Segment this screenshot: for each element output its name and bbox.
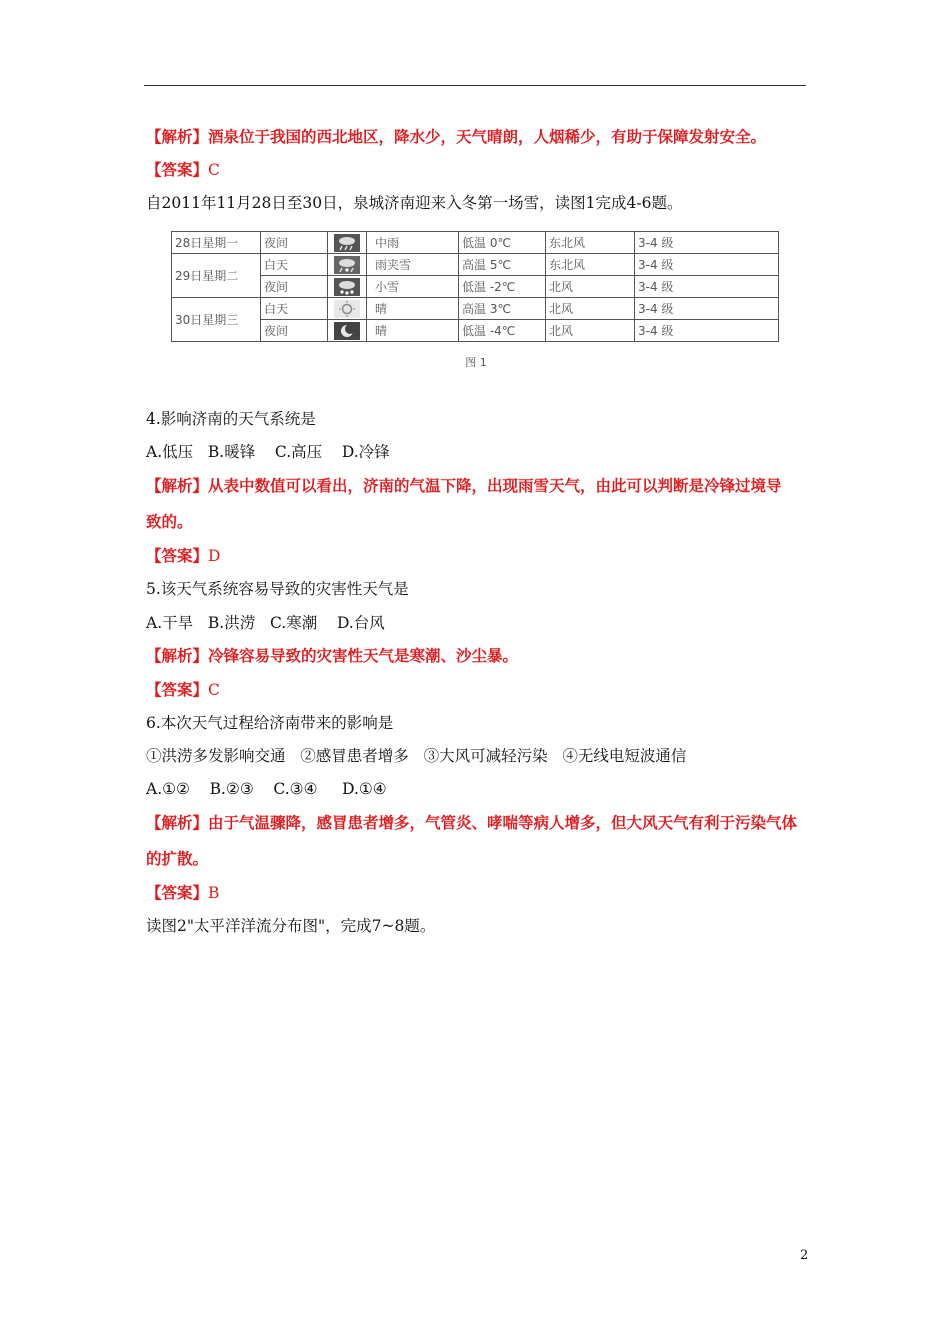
date-cell: 30日星期三 <box>172 298 261 342</box>
table-row <box>172 298 779 320</box>
period-cell: 夜间 <box>261 320 328 342</box>
answer-tag: 【答案】 <box>146 883 209 902</box>
temp-cell: 高温 5℃ <box>459 254 546 276</box>
q6-answer <box>146 883 219 903</box>
table-row <box>172 232 779 254</box>
q4-stem: 4.影响济南的天气系统是 <box>146 410 316 428</box>
temp-cell: 低温 -2℃ <box>459 276 546 298</box>
wind-cell: 东北风 <box>546 254 635 276</box>
period-cell: 夜间 <box>261 276 328 298</box>
analysis-tag: 【解析】 <box>146 476 209 495</box>
wind-cell: 北风 <box>546 320 635 342</box>
answer-tag: 【答案】 <box>146 546 209 565</box>
table-row <box>172 320 779 342</box>
icon-cell <box>328 298 367 320</box>
analysis-text: 由于气温骤降，感冒患者增多，气管炎、哮喘等病人增多，但大风天气有利于污染气体 <box>208 813 798 832</box>
wind-cell: 东北风 <box>546 232 635 254</box>
q6-options: A.①② B.②③ C.③④ D.①④ <box>146 780 387 798</box>
answer-tag: 【答案】 <box>146 680 209 699</box>
figure-1-weather-table <box>168 231 784 388</box>
icon-cell <box>328 320 367 342</box>
q6-stem: 6.本次天气过程给济南带来的影响是 <box>146 714 394 732</box>
sleet-icon <box>334 256 360 274</box>
q4-options: A.低压 B.暖锋 C.高压 D.冷锋 <box>146 443 390 461</box>
analysis-text: 从表中数值可以看出，济南的气温下降，出现雨雪天气，由此可以判断是冷锋过境导 <box>208 476 782 495</box>
page-number: 2 <box>800 1248 809 1263</box>
q5-analysis <box>146 646 518 666</box>
wind-level-cell: 3-4 级 <box>635 320 779 342</box>
analysis-text: 酒泉位于我国的西北地区，降水少，天气晴朗，人烟稀少，有助于保障发射安全。 <box>208 127 767 146</box>
snow-icon <box>334 278 360 296</box>
figure1-intro: 自2011年11月28日至30日，泉城济南迎来入冬第一场雪，读图1完成4-6题。 <box>146 194 683 212</box>
q6-analysis-cont: 的扩散。 <box>146 849 209 868</box>
analysis-tag: 【解析】 <box>146 127 209 146</box>
icon-cell <box>328 232 367 254</box>
q5-answer <box>146 680 220 700</box>
weather-cell: 晴 <box>367 320 459 342</box>
period-cell: 夜间 <box>261 232 328 254</box>
answer-value: C <box>208 161 220 179</box>
date-cell: 28日星期一 <box>172 232 261 254</box>
weather-cell: 小雪 <box>367 276 459 298</box>
analysis-text: 冷锋容易导致的灾害性天气是寒潮、沙尘暴。 <box>208 646 519 665</box>
wind-level-cell: 3-4 级 <box>635 298 779 320</box>
figure2-intro: 读图2"太平洋洋流分布图"，完成7~8题。 <box>146 917 436 935</box>
wind-cell: 北风 <box>546 298 635 320</box>
answer-value: C <box>208 681 220 699</box>
wind-level-cell: 3-4 级 <box>635 232 779 254</box>
table-row <box>172 254 779 276</box>
weather-forecast-table <box>171 231 779 342</box>
temp-cell: 高温 3℃ <box>459 298 546 320</box>
analysis-tag: 【解析】 <box>146 813 209 832</box>
q6-items: ①洪涝多发影响交通 ②感冒患者增多 ③大风可减轻污染 ④无线电短波通信 <box>146 747 687 765</box>
q5-stem: 5.该天气系统容易导致的灾害性天气是 <box>146 580 409 598</box>
moon-icon <box>334 322 360 340</box>
q6-analysis <box>146 813 797 833</box>
q3-analysis <box>146 127 766 147</box>
answer-value: D <box>208 547 221 565</box>
wind-level-cell: 3-4 级 <box>635 254 779 276</box>
wind-cell: 北风 <box>546 276 635 298</box>
period-cell: 白天 <box>261 254 328 276</box>
temp-cell: 低温 0℃ <box>459 232 546 254</box>
sun-icon <box>334 300 360 318</box>
weather-cell: 中雨 <box>367 232 459 254</box>
icon-cell <box>328 276 367 298</box>
analysis-tag: 【解析】 <box>146 646 209 665</box>
table-row <box>172 276 779 298</box>
q5-options: A.干旱 B.洪涝 C.寒潮 D.台风 <box>146 614 385 632</box>
answer-value: B <box>208 884 220 902</box>
q4-answer <box>146 546 220 566</box>
q3-answer <box>146 160 220 180</box>
date-cell: 29日星期二 <box>172 254 261 298</box>
weather-cell: 晴 <box>367 298 459 320</box>
q4-analysis-cont: 致的。 <box>146 512 193 531</box>
rain-icon <box>334 234 360 252</box>
period-cell: 白天 <box>261 298 328 320</box>
icon-cell <box>328 254 367 276</box>
weather-cell: 雨夹雪 <box>367 254 459 276</box>
wind-level-cell: 3-4 级 <box>635 276 779 298</box>
header-rule <box>144 85 806 86</box>
temp-cell: 低温 -4℃ <box>459 320 546 342</box>
q4-analysis <box>146 476 782 496</box>
figure-caption: 图 1 <box>465 356 487 369</box>
answer-tag: 【答案】 <box>146 160 209 179</box>
